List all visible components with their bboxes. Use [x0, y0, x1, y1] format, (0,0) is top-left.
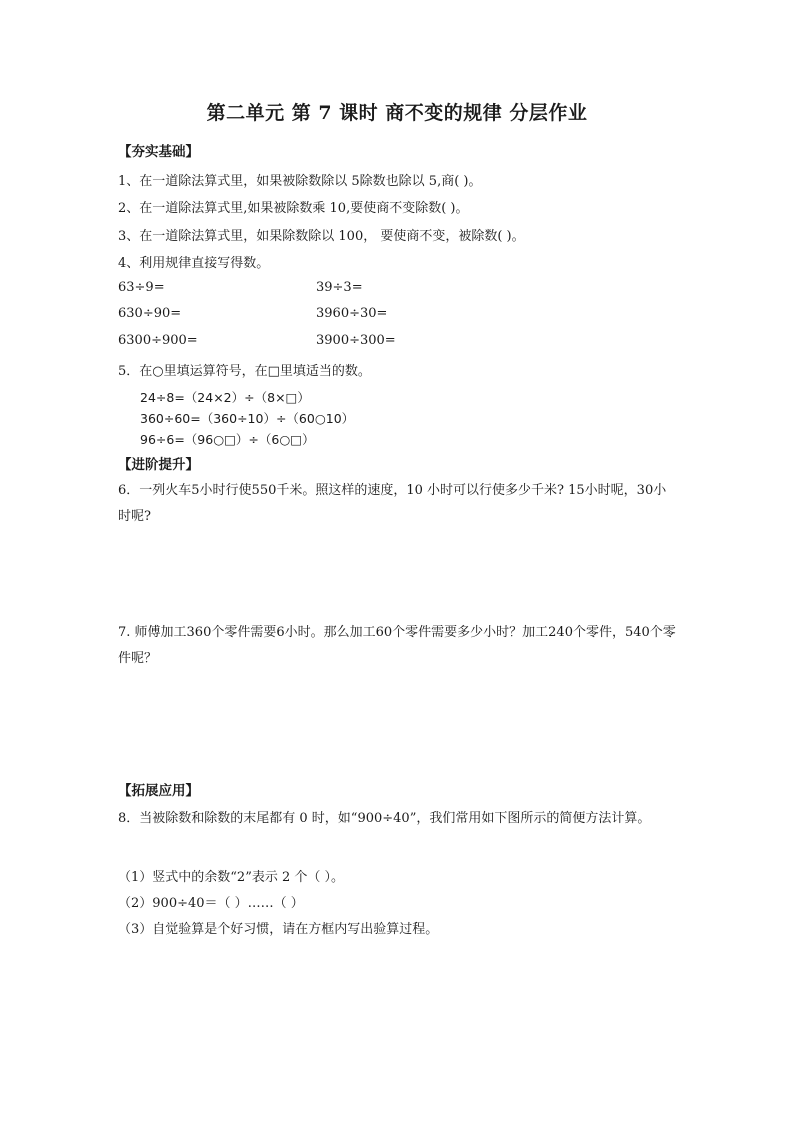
- q8-part-1: （1）竖式中的余数“2”表示 2 个（ ）。: [118, 870, 345, 885]
- question-4: 4、利用规律直接写得数。: [118, 256, 270, 271]
- q4-item: 630÷90=: [118, 306, 182, 321]
- question-8: 8．当被除数和除数的末尾都有 0 时，如“900÷40”，我们常用如下图所示的简便方法计算。: [118, 811, 651, 826]
- q4-item: 6300÷900=: [118, 333, 198, 348]
- q4-item: 3960÷30=: [316, 306, 388, 321]
- section-basic-heading: 【夯实基础】: [118, 144, 199, 160]
- q8-part-3: （3）自觉验算是个好习惯，请在方框内写出验算过程。: [118, 922, 439, 937]
- page-title: 第二单元 第 7 课时 商不变的规律 分层作业: [206, 102, 588, 124]
- question-7: 7. 师傅加工360个零件需要6小时。那么加工60个零件需要多少小时？加工240个零件，540个零件呢？: [118, 625, 676, 666]
- q5-item: 24÷8=（24×2）÷（8×□）: [140, 390, 310, 405]
- question-2: 2、在一道除法算式里,如果被除数乘 10,要使商不变除数( )。: [118, 201, 469, 216]
- question-5: 5．在○里填运算符号，在□里填适当的数。: [118, 364, 371, 379]
- q4-item: 39÷3=: [316, 280, 363, 295]
- question-3: 3、在一道除法算式里，如果除数除以 100， 要使商不变，被除数( )。: [118, 229, 525, 244]
- q8-part-2: （2）900÷40＝（ ）……（ ）: [118, 896, 304, 911]
- question-1: 1、在一道除法算式里，如果被除数除以 5除数也除以 5,商( )。: [118, 174, 482, 189]
- question-6: 6．一列火车5小时行使550千米。照这样的速度，10 小时可以行使多少千米? 15小时呢，30小时呢?: [118, 483, 667, 524]
- q4-item: 3900÷300=: [316, 333, 396, 348]
- section-advanced-heading: 【进阶提升】: [118, 457, 199, 473]
- section-extension-heading: 【拓展应用】: [118, 783, 199, 799]
- q5-item: 96÷6=（96○□）÷（6○□）: [140, 432, 315, 447]
- q4-item: 63÷9=: [118, 280, 165, 295]
- q5-item: 360÷60=（360÷10）÷（60○10）: [140, 411, 355, 426]
